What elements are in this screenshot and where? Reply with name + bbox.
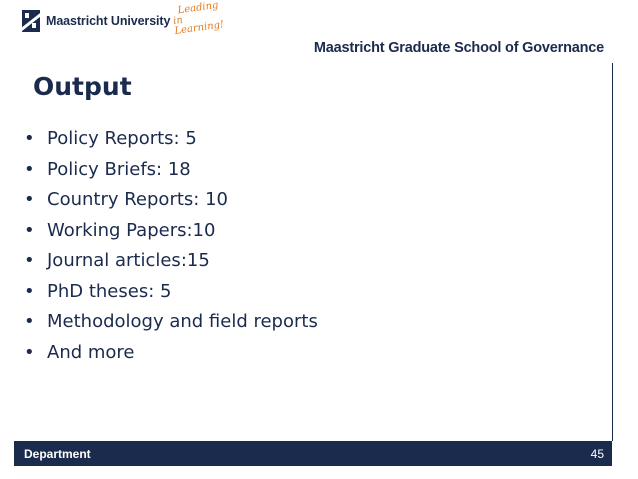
tagline <box>171 0 235 37</box>
bullet-icon: • <box>24 128 35 149</box>
list-item <box>24 307 318 338</box>
bullet-icon: • <box>24 250 35 271</box>
list-item-text: PhD theses: 5 <box>47 280 172 302</box>
bullet-icon: • <box>24 219 35 241</box>
list-item <box>24 216 318 247</box>
tagline-line-1: Leading <box>177 0 220 17</box>
list-item-text: Methodology and field reports <box>47 311 318 332</box>
page-number: 45 <box>590 447 604 461</box>
list-item-text: And more <box>47 341 135 363</box>
list-item <box>24 277 318 308</box>
list-item <box>24 246 318 277</box>
footer-bar <box>14 441 612 466</box>
list-item-text: Journal articles:15 <box>47 250 210 271</box>
university-logo <box>22 10 170 32</box>
list-item-text: Policy Reports: 5 <box>47 128 197 149</box>
bullet-icon: • <box>24 280 35 302</box>
list-item-text: Working Papers:10 <box>47 219 216 241</box>
list-item <box>24 185 318 216</box>
list-item-text: Country Reports: 10 <box>47 189 228 210</box>
university-name: Maastricht University <box>46 14 171 28</box>
list-item <box>24 338 318 369</box>
list-item-text: Policy Briefs: 18 <box>47 158 191 180</box>
bullet-icon: • <box>24 311 35 332</box>
tagline-line-2: in Learning! <box>172 14 225 38</box>
school-title: Maastricht Graduate School of Governance <box>313 40 604 56</box>
department-label: Department <box>24 447 91 461</box>
university-emblem-icon <box>22 10 40 32</box>
bullet-icon: • <box>24 341 35 363</box>
vertical-divider <box>612 63 613 441</box>
list-item <box>24 124 318 155</box>
bullet-icon: • <box>24 158 35 180</box>
output-list <box>24 124 318 368</box>
bullet-icon: • <box>24 189 35 210</box>
slide-title: Output <box>33 72 132 101</box>
list-item <box>24 155 318 186</box>
